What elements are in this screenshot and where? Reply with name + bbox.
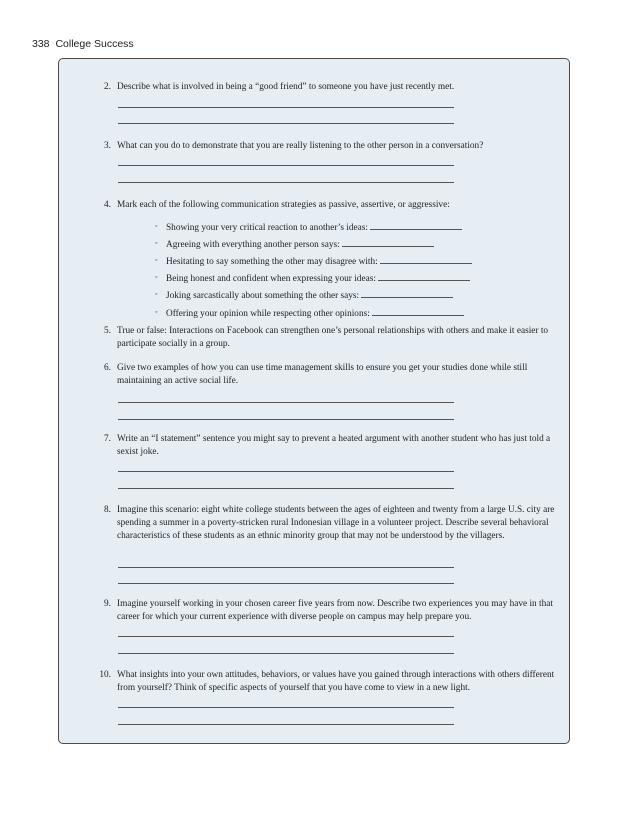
strategy-text: Offering your opinion while respecting other opinions: — [166, 309, 370, 319]
answer-line[interactable] — [118, 165, 454, 166]
question-number: 2. — [104, 82, 111, 92]
strategy-text: Hesitating to say something the other may disagree with: — [166, 257, 378, 267]
question-text: Imagine yourself working in your chosen career five years from now. Describe two experiences you may have in that career for which your current experience with diverse people on campus may help prepare you. — [117, 599, 553, 622]
bullet-icon: ◦ — [155, 290, 158, 298]
question-number: 10. — [99, 670, 111, 680]
question-number: 7. — [104, 434, 111, 444]
strategy-text: Joking sarcastically about something the other says: — [166, 291, 360, 301]
answer-line[interactable] — [118, 182, 454, 183]
page-header — [32, 38, 134, 50]
exercise-box — [58, 58, 570, 744]
question-text: Mark each of the following communication strategies as passive, assertive, or aggressive: — [117, 200, 450, 210]
question-text: Describe what is involved in being a “good friend” to someone you have just recently met. — [117, 82, 455, 92]
answer-blank[interactable] — [372, 306, 464, 316]
answer-blank[interactable] — [378, 271, 470, 281]
question-number: 5. — [104, 326, 111, 336]
answer-line[interactable] — [118, 471, 454, 472]
answer-blank[interactable] — [361, 288, 453, 298]
strategy-text: Showing your very critical reaction to another’s ideas: — [166, 223, 368, 233]
answer-line[interactable] — [118, 419, 454, 420]
book-title: College Success — [55, 38, 134, 50]
answer-line[interactable] — [118, 636, 454, 637]
question-text: True or false: Interactions on Facebook can strengthen one’s personal relationships with others and make it easier to participate socially in a group. — [117, 326, 549, 349]
strategy-text: Being honest and confident when expressing your ideas: — [166, 274, 376, 284]
answer-line[interactable] — [118, 724, 454, 725]
answer-line[interactable] — [118, 488, 454, 489]
question-text: What insights into your own attitudes, behaviors, or values have you gained through interactions with others different from yourself? Think of specific aspects of yourself that you have come to view in a new light. — [117, 670, 555, 693]
question-number: 6. — [104, 363, 111, 373]
bullet-icon: ◦ — [155, 273, 158, 281]
answer-blank[interactable] — [342, 237, 434, 247]
answer-line[interactable] — [118, 583, 454, 584]
question-text: Imagine this scenario: eight white college students between the ages of eighteen and twenty from a large U.S. city are spending a summer in a poverty-stricken rural Indonesian village in a volunteer project. Describe several behavioral characteristics of these students as an ethnic minority group that may not be understood by the villagers. — [117, 505, 555, 541]
answer-line[interactable] — [118, 402, 454, 403]
question-number: 9. — [104, 599, 111, 609]
bullet-icon: ◦ — [155, 222, 158, 230]
answer-blank[interactable] — [380, 254, 472, 264]
answer-line[interactable] — [118, 123, 454, 124]
answer-line[interactable] — [118, 107, 454, 108]
answer-line[interactable] — [118, 567, 454, 568]
strategy-text: Agreeing with everything another person says: — [166, 240, 340, 250]
question-text: What can you do to demonstrate that you are really listening to the other person in a conversation? — [117, 141, 484, 151]
page-number: 338 — [32, 38, 50, 50]
answer-line[interactable] — [118, 653, 454, 654]
answer-blank[interactable] — [370, 220, 462, 230]
bullet-icon: ◦ — [155, 239, 158, 247]
question-number: 8. — [104, 505, 111, 515]
bullet-icon: ◦ — [155, 308, 158, 316]
answer-line[interactable] — [118, 707, 454, 708]
question-number: 4. — [104, 200, 111, 210]
question-text: Write an “I statement” sentence you might say to prevent a heated argument with another student who has just told a sexist joke. — [117, 434, 551, 457]
question-text: Give two examples of how you can use time management skills to ensure you get your studies done while still maintaining an active social life. — [117, 363, 528, 386]
bullet-icon: ◦ — [155, 256, 158, 264]
question-number: 3. — [104, 141, 111, 151]
